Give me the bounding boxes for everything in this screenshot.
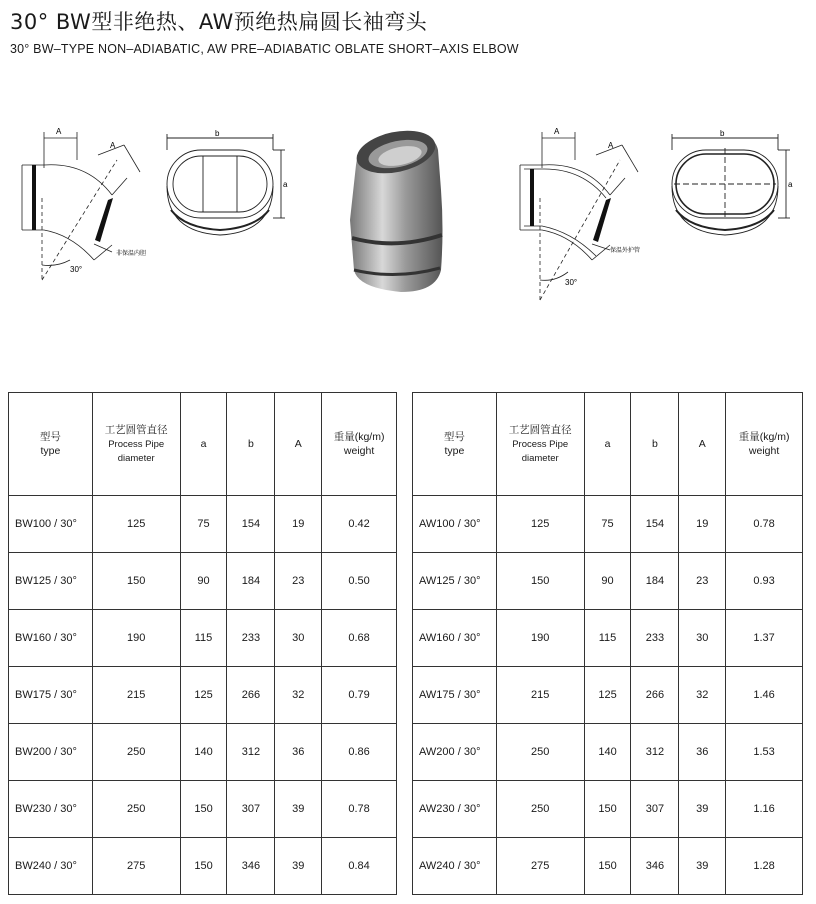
cell-pipe: 250 (92, 781, 180, 838)
dim-b-label: b (215, 130, 220, 138)
header-process-pipe: 工艺圆管直径 Process Pipe diameter (496, 393, 584, 496)
cell-a: 75 (180, 496, 227, 553)
header-b: b (631, 393, 679, 496)
callout-label: 非保温内胆 (116, 250, 147, 257)
cell-weight: 1.16 (726, 781, 803, 838)
table-row (9, 610, 397, 667)
cell-weight: 0.79 (322, 667, 397, 724)
cell-a: 39 (275, 781, 322, 838)
cell-a: 39 (275, 838, 322, 895)
cell-b: 184 (227, 553, 275, 610)
cell-type: AW125 / 30° (413, 553, 497, 610)
cell-a: 90 (180, 553, 227, 610)
cell-b: 307 (227, 781, 275, 838)
cell-pipe: 150 (92, 553, 180, 610)
cell-a: 150 (180, 781, 227, 838)
cell-b: 346 (631, 838, 679, 895)
page-subtitle: 30° BW–TYPE NON–ADIABATIC, AW PRE–ADIABATIC OBLATE SHORT–AXIS ELBOW (10, 42, 519, 56)
cell-type: BW200 / 30° (9, 724, 93, 781)
angle-label: 30° (565, 278, 578, 287)
cell-a: 115 (180, 610, 227, 667)
cell-type: BW230 / 30° (9, 781, 93, 838)
cell-pipe: 250 (92, 724, 180, 781)
cell-weight: 1.37 (726, 610, 803, 667)
cell-a: 30 (679, 610, 726, 667)
cell-weight: 1.28 (726, 838, 803, 895)
cell-a: 32 (275, 667, 322, 724)
table-row (9, 724, 397, 781)
table-row (9, 838, 397, 895)
cell-b: 307 (631, 781, 679, 838)
cell-b: 266 (631, 667, 679, 724)
table-header-row (413, 393, 803, 496)
dim-A-label: A (608, 141, 614, 150)
cell-a: 39 (679, 781, 726, 838)
header-b: b (227, 393, 275, 496)
cell-a: 140 (584, 724, 631, 781)
header-type: 型号 type (413, 393, 497, 496)
cell-a: 39 (679, 838, 726, 895)
cell-b: 346 (227, 838, 275, 895)
cell-a: 30 (275, 610, 322, 667)
cell-type: AW200 / 30° (413, 724, 497, 781)
cell-weight: 0.93 (726, 553, 803, 610)
bw-spec-table (8, 392, 397, 895)
cell-pipe: 150 (496, 553, 584, 610)
cell-type: AW240 / 30° (413, 838, 497, 895)
bw-section-drawing (155, 130, 295, 250)
cell-pipe: 215 (92, 667, 180, 724)
cell-type: AW100 / 30° (413, 496, 497, 553)
cell-a: 19 (679, 496, 726, 553)
aw-elbow-drawing (510, 120, 680, 305)
cell-pipe: 275 (92, 838, 180, 895)
dim-A-label: A (110, 141, 116, 150)
cell-pipe: 125 (92, 496, 180, 553)
table-row (413, 553, 803, 610)
table-row (9, 553, 397, 610)
cell-type: BW100 / 30° (9, 496, 93, 553)
table-row (413, 724, 803, 781)
cell-a: 90 (584, 553, 631, 610)
header-type: 型号 type (9, 393, 93, 496)
cell-type: BW240 / 30° (9, 838, 93, 895)
cell-a: 140 (180, 724, 227, 781)
dim-b-label: b (720, 130, 725, 138)
header-process-pipe: 工艺圆管直径 Process Pipe diameter (92, 393, 180, 496)
cell-pipe: 190 (92, 610, 180, 667)
cell-a: 150 (584, 838, 631, 895)
page-title: 30° BW型非绝热、AW预绝热扁圆长袖弯头 (10, 10, 428, 34)
angle-label: 30° (70, 265, 83, 274)
cell-weight: 1.46 (726, 667, 803, 724)
header-a: a (180, 393, 227, 496)
cell-b: 233 (631, 610, 679, 667)
cell-weight: 0.84 (322, 838, 397, 895)
cell-a: 75 (584, 496, 631, 553)
cell-a: 125 (584, 667, 631, 724)
cell-weight: 1.53 (726, 724, 803, 781)
table-row (413, 610, 803, 667)
cell-a: 36 (679, 724, 726, 781)
cell-a: 32 (679, 667, 726, 724)
cell-a: 23 (679, 553, 726, 610)
cell-pipe: 275 (496, 838, 584, 895)
table-row (9, 781, 397, 838)
cell-weight: 0.78 (726, 496, 803, 553)
table-row (9, 496, 397, 553)
cell-weight: 0.68 (322, 610, 397, 667)
cell-type: AW160 / 30° (413, 610, 497, 667)
cell-weight: 0.42 (322, 496, 397, 553)
cell-b: 266 (227, 667, 275, 724)
table-row (413, 838, 803, 895)
dim-a-label: a (283, 180, 288, 189)
cell-b: 233 (227, 610, 275, 667)
header-A: A (275, 393, 322, 496)
cell-b: 312 (631, 724, 679, 781)
header-weight: 重量(kg/m) weight (726, 393, 803, 496)
cell-b: 184 (631, 553, 679, 610)
cell-type: AW175 / 30° (413, 667, 497, 724)
dim-A-label: A (56, 127, 62, 136)
cell-b: 312 (227, 724, 275, 781)
table-row (413, 496, 803, 553)
cell-pipe: 190 (496, 610, 584, 667)
cell-a: 115 (584, 610, 631, 667)
elbow-product-photo (336, 120, 456, 300)
cell-pipe: 250 (496, 781, 584, 838)
cell-type: BW175 / 30° (9, 667, 93, 724)
cell-a: 36 (275, 724, 322, 781)
cell-pipe: 215 (496, 667, 584, 724)
dim-A-label: A (554, 127, 560, 136)
cell-b: 154 (227, 496, 275, 553)
callout-label: 保温外护管 (610, 247, 641, 254)
cell-weight: 0.50 (322, 553, 397, 610)
cell-b: 154 (631, 496, 679, 553)
cell-pipe: 125 (496, 496, 584, 553)
cell-a: 125 (180, 667, 227, 724)
cell-type: BW125 / 30° (9, 553, 93, 610)
cell-weight: 0.78 (322, 781, 397, 838)
cell-a: 150 (584, 781, 631, 838)
cell-a: 23 (275, 553, 322, 610)
header-weight: 重量(kg/m) weight (322, 393, 397, 496)
cell-type: BW160 / 30° (9, 610, 93, 667)
header-A: A (679, 393, 726, 496)
table-header-row (9, 393, 397, 496)
cell-type: AW230 / 30° (413, 781, 497, 838)
table-row (413, 781, 803, 838)
aw-spec-table (412, 392, 803, 895)
header-a: a (584, 393, 631, 496)
cell-pipe: 250 (496, 724, 584, 781)
table-row (413, 667, 803, 724)
cell-a: 150 (180, 838, 227, 895)
dim-a-label: a (788, 180, 793, 189)
table-row (9, 667, 397, 724)
aw-section-drawing (660, 130, 800, 250)
cell-weight: 0.86 (322, 724, 397, 781)
cell-a: 19 (275, 496, 322, 553)
